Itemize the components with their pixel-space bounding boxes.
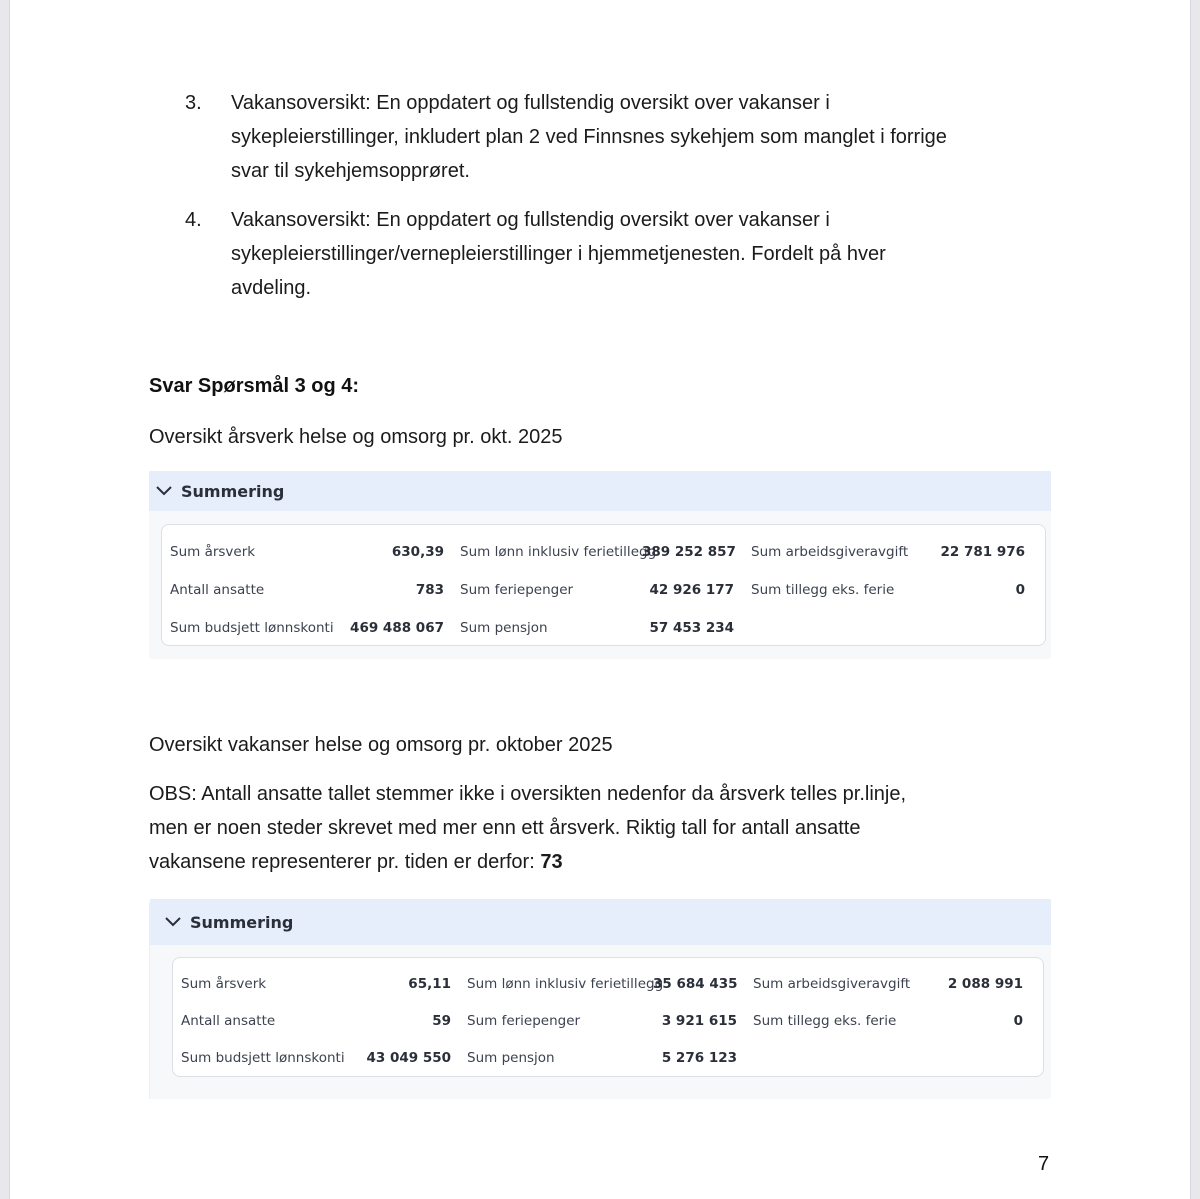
summary-panel-2 [149,899,1051,1099]
chevron-down-icon[interactable] [153,480,175,502]
page-number: 7 [1038,1153,1050,1175]
summary-card [161,524,1046,646]
label-antall-ansatte: Antall ansatte [181,1013,276,1029]
list-line: Vakansoversikt: En oppdatert og fullstendig oversikt over vakanser i [231,209,830,231]
label-sum-lonn: Sum lønn inklusiv ferietillegg [460,544,657,560]
viewer-right-edge [1190,0,1200,1199]
label-sum-tillegg: Sum tillegg eks. ferie [751,582,895,598]
viewer-left-edge [0,0,10,1199]
section2-title: Oversikt vakanser helse og omsorg pr. oktober 2025 [149,734,613,756]
value-sum-pensjon: 57 453 234 [649,620,734,636]
value-sum-pensjon: 5 276 123 [661,1050,737,1066]
value-sum-lonn: 389 252 857 [642,544,736,560]
list-line: avdeling. [231,277,312,299]
summary-panel-title: Summering [181,481,285,501]
obs-line: vakansene representerer pr. tiden er derfor: [149,851,541,873]
value-sum-arsverk: 630,39 [391,544,444,560]
list-line: Vakansoversikt: En oppdatert og fullstendig oversikt over vakanser i [231,92,830,114]
summary-panel-header[interactable] [149,471,1051,511]
chevron-down-icon[interactable] [162,911,184,933]
label-sum-arbeidsgiveravgift: Sum arbeidsgiveravgift [753,976,911,992]
label-sum-feriepenger: Sum feriepenger [467,1013,581,1029]
summary-card [172,957,1044,1077]
value-sum-arsverk: 65,11 [408,976,451,992]
value-sum-arbeidsgiveravgift: 22 781 976 [940,544,1025,560]
value-sum-tillegg: 0 [1015,582,1025,598]
summary-panel-header[interactable] [150,899,1051,945]
value-sum-budsjett: 43 049 550 [366,1050,451,1066]
summary-panel-1 [149,471,1051,659]
label-sum-arsverk: Sum årsverk [181,976,267,992]
answer-heading: Svar Spørsmål 3 og 4: [149,375,360,397]
value-antall-ansatte: 59 [432,1013,451,1029]
value-sum-arbeidsgiveravgift: 2 088 991 [947,976,1023,992]
value-sum-feriepenger: 3 921 615 [661,1013,737,1029]
obs-bold-value: 73 [540,851,563,873]
label-antall-ansatte: Antall ansatte [170,582,265,598]
label-sum-feriepenger: Sum feriepenger [460,582,574,598]
label-sum-tillegg: Sum tillegg eks. ferie [753,1013,897,1029]
label-sum-budsjett: Sum budsjett lønnskonti [181,1050,345,1066]
section1-title: Oversikt årsverk helse og omsorg pr. okt. 2025 [149,426,563,448]
label-sum-arbeidsgiveravgift: Sum arbeidsgiveravgift [751,544,909,560]
list-number: 3. [185,92,202,114]
document-page [11,0,1189,1199]
label-sum-arsverk: Sum årsverk [170,544,256,560]
value-antall-ansatte: 783 [415,582,444,598]
label-sum-budsjett: Sum budsjett lønnskonti [170,620,334,636]
list-number: 4. [185,209,202,231]
list-line: sykepleierstillinger, inkludert plan 2 ved Finnsnes sykehjem som manglet i forrige [231,126,947,148]
list-line: svar til sykehjemsopprøret. [231,160,470,182]
list-line: sykepleierstillinger/vernepleierstillinger i hjemmetjenesten. Fordelt på hver [231,243,886,265]
obs-note [149,777,1049,879]
label-sum-pensjon: Sum pensjon [460,620,548,636]
label-sum-lonn: Sum lønn inklusiv ferietillegg [467,976,664,992]
label-sum-pensjon: Sum pensjon [467,1050,555,1066]
value-sum-tillegg: 0 [1013,1013,1023,1029]
summary-panel-title: Summering [190,912,294,932]
obs-line: men er noen steder skrevet med mer enn ett årsverk. Riktig tall for antall ansatte [149,817,861,839]
obs-line: OBS: Antall ansatte tallet stemmer ikke i oversikten nedenfor da årsverk telles pr.linje, [149,783,907,805]
value-sum-lonn: 35 684 435 [653,976,738,992]
value-sum-feriepenger: 42 926 177 [649,582,734,598]
value-sum-budsjett: 469 488 067 [350,620,444,636]
